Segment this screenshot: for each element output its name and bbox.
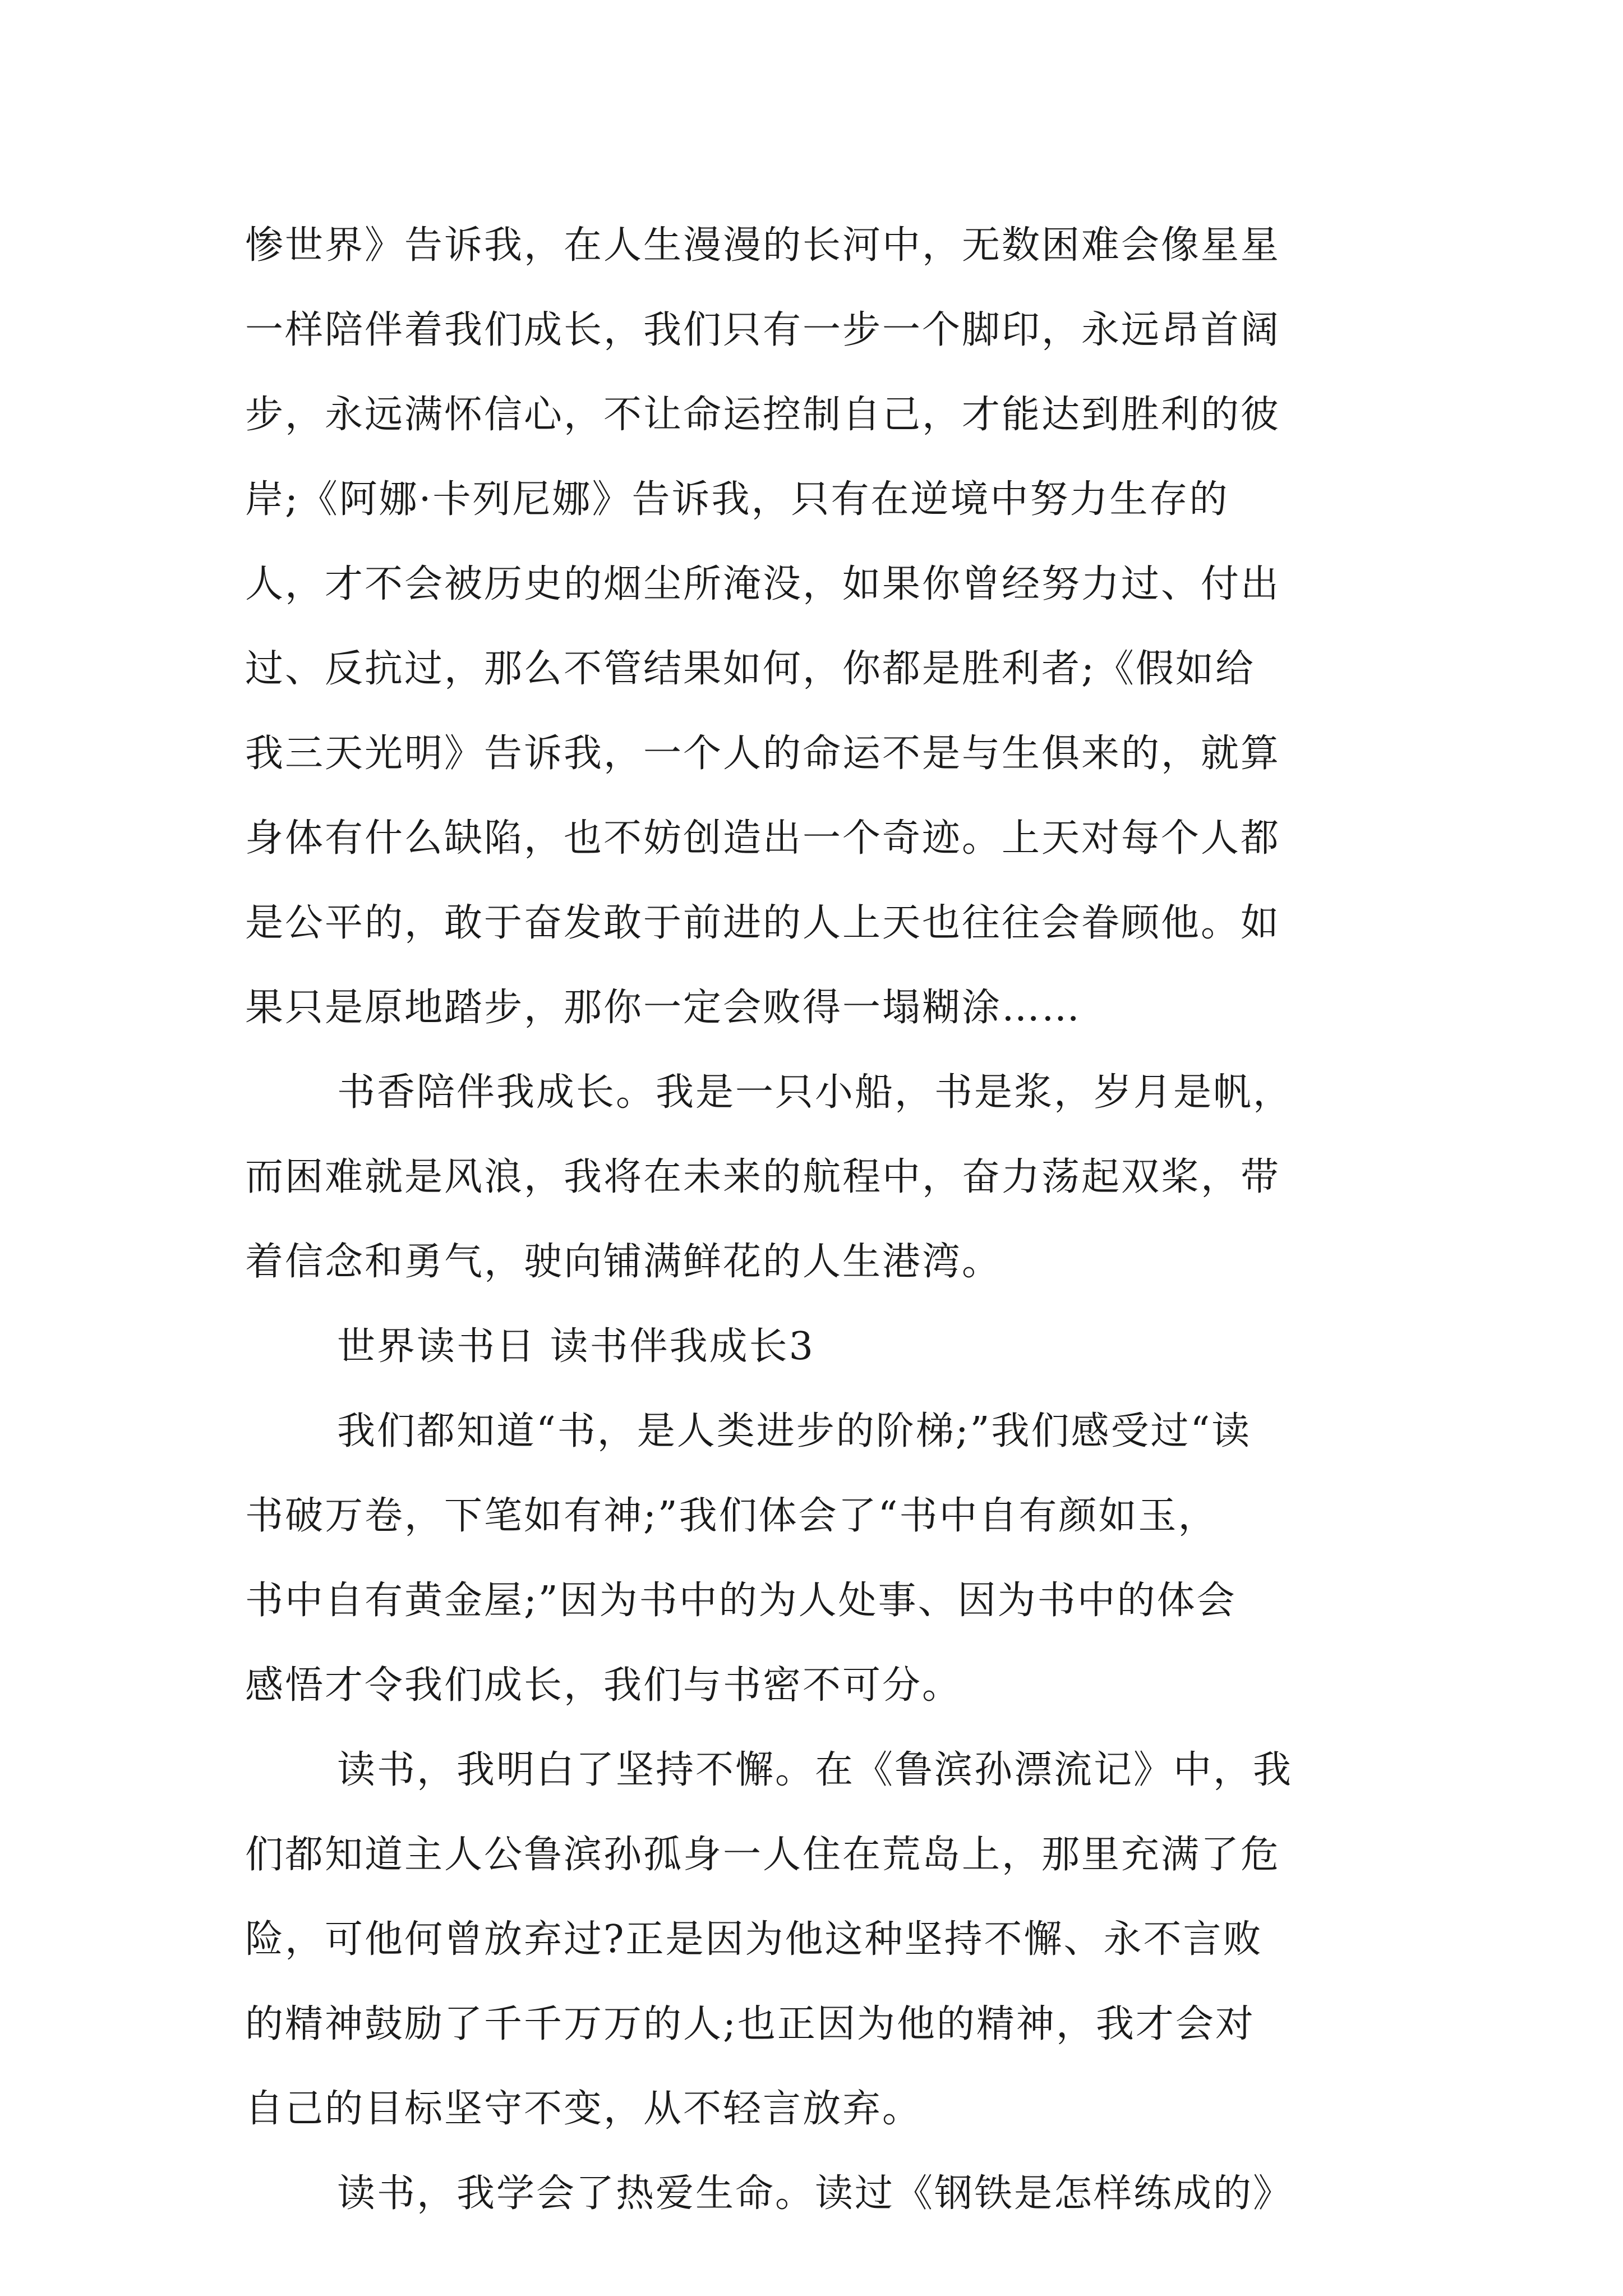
text-line: 一样陪伴着我们成长，我们只有一步一个脚印，永远昂首阔 bbox=[245, 308, 1281, 352]
text-line: 书香陪伴我成长。我是一只小船，书是浆，岁月是帆， bbox=[337, 1070, 1293, 1115]
text-line: 身体有什么缺陷，也不妨创造出一个奇迹。上天对每个人都 bbox=[245, 816, 1281, 861]
text-line: 们都知道主人公鲁滨孙孤身一人住在荒岛上，那里充满了危 bbox=[245, 1833, 1281, 1877]
paragraph bbox=[245, 2151, 1395, 2236]
section-heading bbox=[245, 1304, 1395, 1389]
text-line: 书破万卷，下笔如有神;”我们体会了“书中自有颜如玉， bbox=[245, 1494, 1218, 1538]
text-line: 书中自有黄金屋;”因为书中的为人处事、因为书中的体会 bbox=[245, 1579, 1237, 1623]
text-line: 果只是原地踏步，那你一定会败得一塌糊涂…… bbox=[245, 986, 1082, 1030]
text-line: 我们都知道“书，是人类进步的阶梯;”我们感受过“读 bbox=[337, 1409, 1252, 1453]
paragraph bbox=[245, 1389, 1395, 1728]
text-line: 岸;《阿娜·卡列尼娜》告诉我，只有在逆境中努力生存的 bbox=[245, 477, 1229, 522]
text-line: 人，才不会被历史的烟尘所淹没，如果你曾经努力过、付出 bbox=[245, 562, 1281, 606]
text-line: 我三天光明》告诉我，一个人的命运不是与生俱来的，就算 bbox=[245, 731, 1281, 776]
text-line: 读书，我学会了热爱生命。读过《钢铁是怎样练成的》 bbox=[337, 2171, 1293, 2216]
text-line: 自己的目标坚守不变，从不轻言放弃。 bbox=[245, 2087, 923, 2131]
paragraph bbox=[245, 1050, 1395, 1304]
text-line: 的精神鼓励了千千万万的人;也正因为他的精神，我才会对 bbox=[245, 2002, 1255, 2046]
document-body bbox=[245, 203, 1395, 2236]
heading-text: 世界读书日 读书伴我成长3 bbox=[337, 1324, 815, 1369]
text-line: 而困难就是风浪，我将在未来的航程中，奋力荡起双桨，带 bbox=[245, 1155, 1281, 1199]
paragraph bbox=[245, 1728, 1395, 2151]
text-line: 读书，我明白了坚持不懈。在《鲁滨孙漂流记》中，我 bbox=[337, 1748, 1293, 1792]
text-line: 步，永远满怀信心，不让命运控制自己，才能达到胜利的彼 bbox=[245, 393, 1281, 437]
text-line: 着信念和勇气，驶向铺满鲜花的人生港湾。 bbox=[245, 1240, 1002, 1284]
text-line: 过、反抗过，那么不管结果如何，你都是胜利者;《假如给 bbox=[245, 647, 1255, 691]
text-line: 是公平的，敢于奋发敢于前进的人上天也往往会眷顾他。如 bbox=[245, 901, 1281, 945]
text-line: 险，可他何曾放弃过?正是因为他这种坚持不懈、永不言败 bbox=[245, 1917, 1263, 1962]
text-line: 感悟才令我们成长，我们与书密不可分。 bbox=[245, 1663, 962, 1708]
text-line: 惨世界》告诉我，在人生漫漫的长河中，无数困难会像星星 bbox=[245, 223, 1281, 268]
paragraph bbox=[245, 203, 1395, 1050]
